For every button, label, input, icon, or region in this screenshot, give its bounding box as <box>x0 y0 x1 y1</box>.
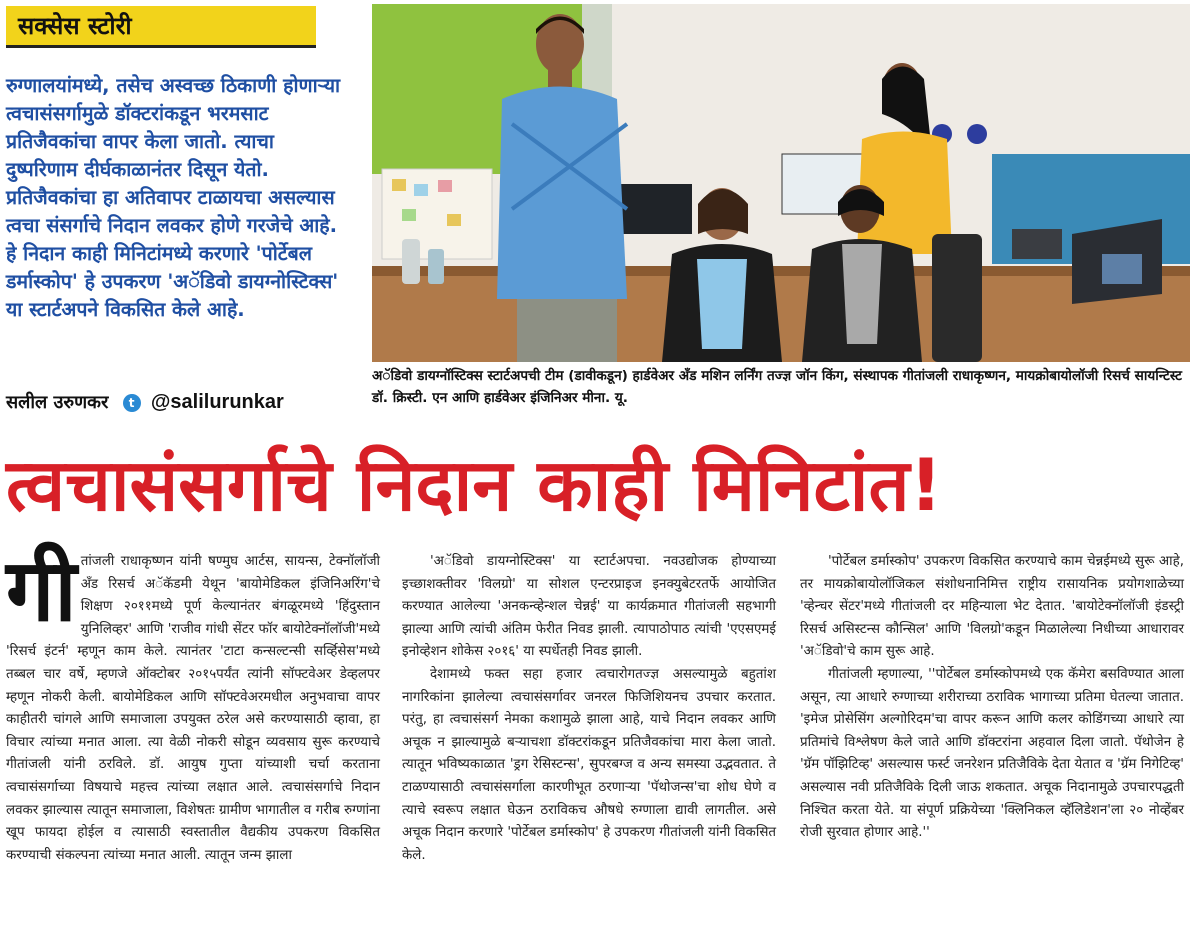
photo-caption: अॅडिवो डायग्नॉस्टिक्स स्टार्टअपची टीम (डावीकडून) हार्डवेअर अँड मशिन लर्निंग तज्ज्ञ जॉन किंग, संस्थापक गीतांजली राधाकृष्णन, मायक्रोबायोलॉजी रिसर्च सायन्टिस्ट डॉ. क्रिस्टी. एन आणि हार्डवेअर इंजिनिअर मीना. यू. <box>372 368 1183 406</box>
author-name: सलील उरुणकर <box>6 392 109 413</box>
team-photo <box>372 4 1190 362</box>
column-1-paragraph-1: तांजली राधाकृष्णन यांनी षण्मुघ आर्टस, सायन्स, टेक्नॉलॉजी अँड रिसर्च अॅकॅडमी येथून 'बायोमेडिकल इंजिनिअरिंग'चे शिक्षण २०११मध्ये पूर्ण केल्यानंतर बंगळूरमध्ये 'हिंदुस्तान युनिलिव्हर' आणि 'राजीव गांधी सेंटर फॉर बायोटेक्नॉलॉजी'मध्ये 'रिसर्च इंटर्न' म्हणून काम केले. त्यानंतर 'टाटा कन्सल्टन्सी सर्व्हिसेस'मध्ये तब्बल चार वर्षे, म्हणजे ऑक्टोबर २०१५पर्यंत त्यांनी सॉफ्टवेअर डेव्हलपर म्हणून नोकरी केली. बायोमेडिकल आणि सॉफ्टवेअरमधील अनुभवाचा वापर काहीतरी चांगले आणि समाजाला उपयुक्त ठरेल असे करण्यासाठी व्हावा, हा विचार त्यांच्या मनात आला. त्या वेळी नोकरी सोडून व्यवसाय सुरू करण्याचे गीतांजली यांनी ठरविले. डॉ. आयुष गुप्ता यांच्याशी चर्चा करताना त्वचासंसर्गाच्या विषयाचे महत्त्व त्यांच्या लक्षात आले. त्वचासंसर्गाचे निदान लवकर झाल्यास त्यातून समाजाला, विशेषतः ग्रामीण भागातील व गरीब रुग्णांना खूप फायदा होईल व त्यासाठी स्वस्तातील वैद्यकीय उपकरण विकसित करण्याची संकल्पना त्यांच्या मनात आली. त्यातून जन्म झाला <box>6 554 380 863</box>
twitter-handle: @salilurunkar <box>150 391 284 413</box>
headline: त्वचासंसर्गाचे निदान काही मिनिटांत! <box>6 443 943 527</box>
column-2-paragraph-1: 'अॅडिवो डायग्नोस्टिक्स' या स्टार्टअपचा. नवउद्योजक होण्याच्या इच्छाशक्तीवर 'विलग्रो' या सोशल एन्टरप्राइज इनक्युबेटरतर्फे आयोजित करण्यात आलेल्या 'अनकन्व्हेन्शल चेन्नई' या कार्यक्रमात गीतांजली सहभागी झाल्या आणि त्यांची अंतिम फेरीत निवड झाली. त्यापाठोपाठ त्यांची 'एएसएमई इनोव्हेशन शोकेस २०१६' या स्पर्धेतही निवड झाली. <box>402 554 776 660</box>
section-label: सक्सेस स्टोरी <box>6 6 316 48</box>
dropcap: गी <box>6 541 77 641</box>
column-3-paragraph-1: 'पोर्टेबल डर्मास्कोप' उपकरण विकसित करण्याचे काम चेन्नईमध्ये सुरू आहे, तर मायक्रोबायोलॉजिकल संशोधनानिमित्त राष्ट्रीय रासायनिक प्रयोगशाळेच्या 'व्हेन्चर सेंटर'मध्ये गीतांजली दर महिन्याला भेट देतात. 'बायोटेक्नॉलॉजी इंडस्ट्री रिसर्च असिस्टन्स कौन्सिल' आणि 'विलग्रो'कडून मिळालेल्या निधीच्या आधारावर 'अॅडिवो'चे काम सुरू आहे. <box>800 554 1184 660</box>
article-column-2 <box>402 551 776 867</box>
twitter-icon: t <box>123 394 141 412</box>
team-photo-illustration <box>372 4 1190 362</box>
intro-text: रुग्णालयांमध्ये, तसेच अस्वच्छ ठिकाणी होणाऱ्या त्वचासंसर्गामुळे डॉक्टरांकडून भरमसाट प्रतिजैवकांचा वापर केला जातो. त्याचा दुष्परिणाम दीर्घकाळानंतर दिसून येतो. प्रतिजैवकांचा हा अतिवापर टाळायचा असल्यास त्वचा संसर्गाचे निदान लवकर होणे गरजेचे आहे. हे निदान काही मिनिटांमध्ये करणारे 'पोर्टेबल डर्मास्कोप' हे उपकरण 'अॅडिवो डायग्नोस्टिक्स' या स्टार्टअपने विकसित केले आहे. <box>6 74 341 321</box>
article-column-3 <box>800 551 1184 845</box>
column-3-paragraph-2: गीतांजली म्हणाल्या, ''पोर्टेबल डर्मास्कोपमध्ये एक कॅमेरा बसविण्यात आला असून, त्या आधारे रुग्णाच्या शरीराच्या ठराविक भागाच्या प्रतिमा घेतल्या जातात. 'इमेज प्रोसेसिंग अल्गोरिदम'चा वापर करून आणि कलर कोडिंगच्या आधारे त्या प्रतिमांचे विश्लेषण केले जाते आणि डॉक्टरांना अहवाल दिला जातो. पॅथोजेन हे 'ग्रॅम पॉझिटिव्ह' असल्यास फर्स्ट जनरेशन प्रतिजैविके देता येतात व 'ग्रॅम निगेटिव्ह' असल्यास नवी प्रतिजैविके दिली जाऊ शकतात. अचूक निदानामुळे उपचारपद्धती निश्चित करता येते. या संपूर्ण प्रक्रियेच्या 'क्लिनिकल व्हॅलिडेशन'ला २० नोव्हेंबर रोजी सुरवात होणार आहे.'' <box>800 666 1184 841</box>
column-2-paragraph-2: देशामध्ये फक्त सहा हजार त्वचारोगतज्ज्ञ असल्यामुळे बहुतांश नागरिकांना झालेल्या त्वचासंसर्गावर जनरल फिजिशियनच उपचार करतात. परंतु, हा त्वचासंसर्ग नेमका कशामुळे झाला आहे, याचे निदान लवकर आणि अचूक न झाल्यामुळे बऱ्याचशा डॉक्टरांकडून प्रतिजैवकांचा मारा केला जातो. त्यातून भविष्यकाळात 'ड्रग रेसिस्टन्स', सुपरबग्ज व अन्य समस्या उद्भवतात. ते टाळण्यासाठी त्वचासंसर्गाला कारणीभूत ठरणाऱ्या 'पॅथोजन्स'चा शोध घेणे व त्याचे स्वरूप लक्षात घेऊन ठराविकच औषधे रुग्णाला द्यावी लागतील. असे अचूक निदान करणारे 'पोर्टेबल डर्मास्कोप' हे उपकरण गीतांजली यांनी विकसित केले. <box>402 666 776 863</box>
article-column-1 <box>6 541 380 867</box>
byline <box>6 387 366 417</box>
